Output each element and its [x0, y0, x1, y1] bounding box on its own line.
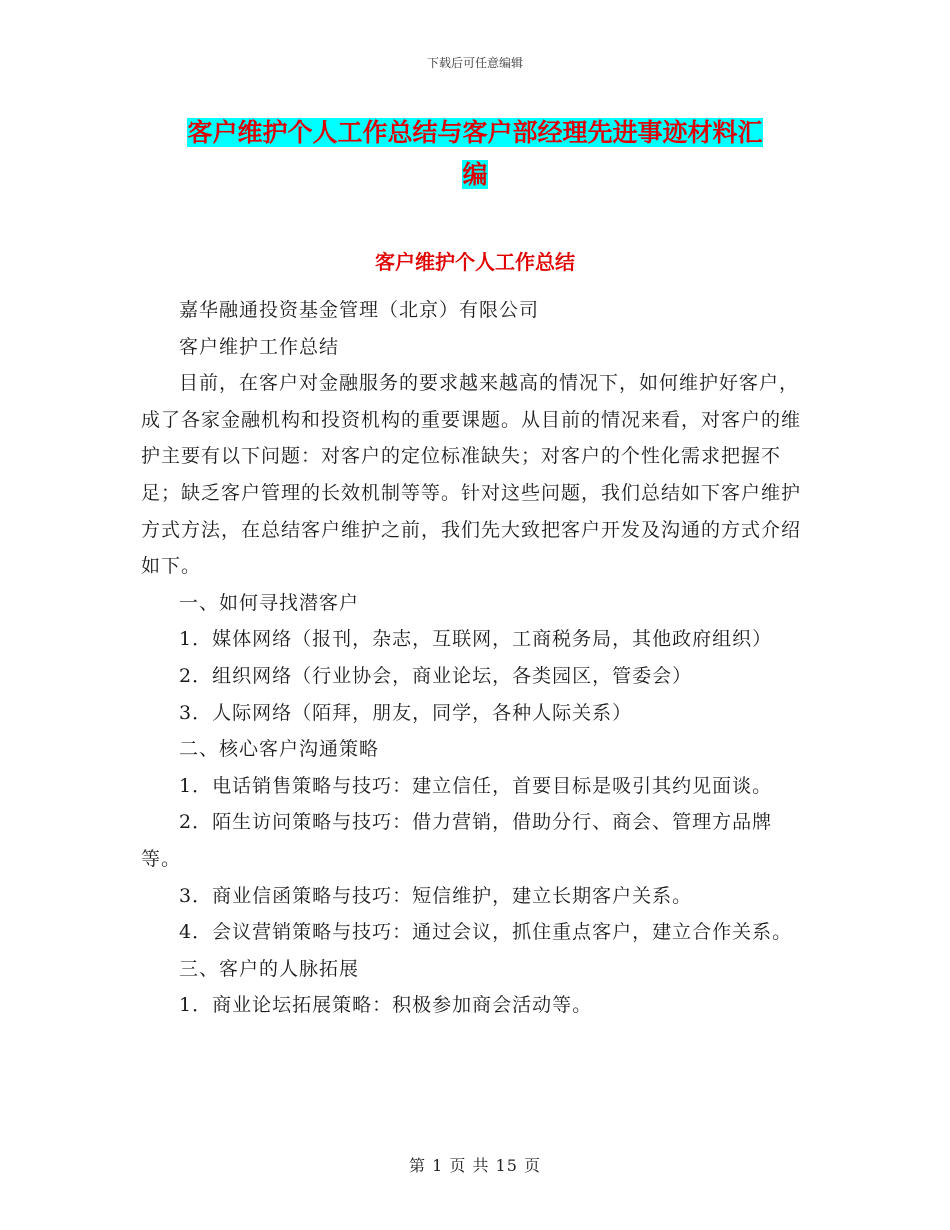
list-item: 1．商业论坛拓展策略：积极参加商会活动等。 [179, 994, 593, 1017]
heading-network-expansion: 三、客户的人脉拓展 [179, 957, 360, 980]
document-body [141, 292, 811, 1024]
list-item: 3．商业信函策略与技巧：短信维护，建立长期客户关系。 [179, 884, 693, 907]
document-title [150, 112, 800, 196]
list-item: 1．媒体网络（报刊，杂志，互联网，工商税务局，其他政府组织） [179, 628, 773, 651]
heading-communication-strategy: 二、核心客户沟通策略 [179, 738, 380, 761]
heading-find-customers: 一、如何寻找潜客户 [179, 591, 360, 614]
document-title-line-2: 编 [462, 160, 488, 189]
document-title-line-1: 客户维护个人工作总结与客户部经理先进事迹材料汇 [187, 118, 763, 147]
page-header-note: 下载后可任意编辑 [426, 56, 523, 70]
section-heading: 客户维护个人工作总结 [375, 250, 575, 274]
list-item: 2．组织网络（行业协会，商业论坛，各类园区，管委会） [179, 664, 693, 687]
paragraph-intro: 目前，在客户对金融服务的要求越来越高的情况下，如何维护好客户，成了各家金融机构和投资机构的重要课题。从目前的情况来看，对客户的维护主要有以下问题：对客户的定位标准缺失；对客户的个性化需求把握不足；缺乏客户管理的长效机制等等。针对这些问题，我们总结如下客户维护方式方法，在总结客户维护之前，我们先大致把客户开发及沟通的方式介绍如下。 [141, 372, 802, 578]
list-item: 2．陌生访问策略与技巧：借力营销，借助分行、商会、管理方品牌等。 [141, 811, 773, 870]
page-number: 第 1 页 共 15 页 [409, 1156, 541, 1175]
list-item: 3．人际网络（陌拜，朋友，同学，各种人际关系） [179, 701, 633, 724]
list-item: 4．会议营销策略与技巧：通过会议，抓住重点客户，建立合作关系。 [179, 921, 793, 944]
paragraph-subtitle: 客户维护工作总结 [179, 335, 340, 358]
paragraph-company: 嘉华融通投资基金管理（北京）有限公司 [179, 299, 540, 321]
list-item: 1．电话销售策略与技巧：建立信任，首要目标是吸引其约见面谈。 [179, 774, 773, 797]
